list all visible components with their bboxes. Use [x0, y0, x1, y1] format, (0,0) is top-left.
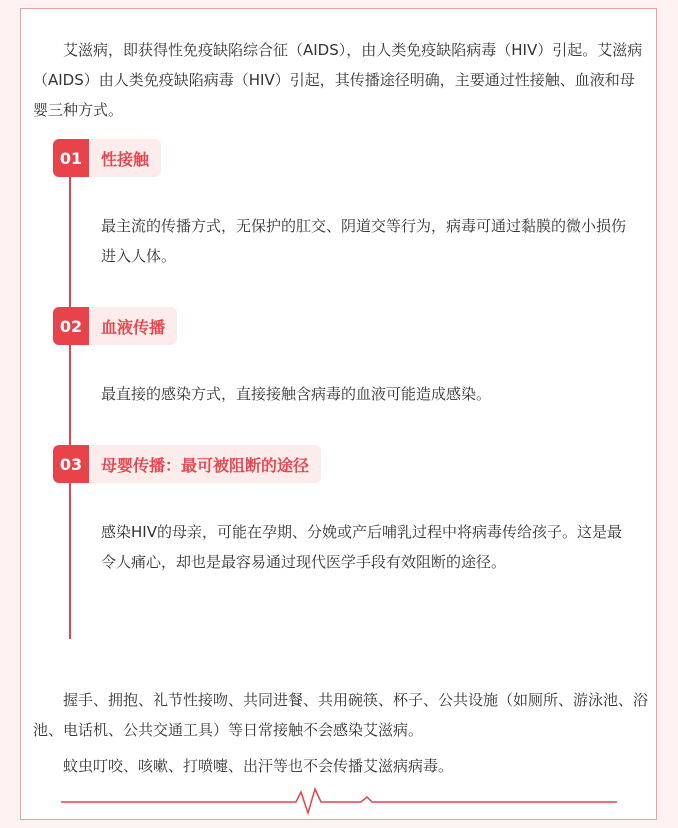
heartbeat-line-icon — [61, 787, 617, 817]
route-description: 最主流的传播方式，无保护的肛交、阴道交等行为，病毒可通过黏膜的微小损伤进入人体。 — [101, 217, 627, 265]
route-title: 血液传播 — [89, 307, 177, 345]
route-number: 02 — [53, 307, 89, 345]
route-title: 性接触 — [89, 139, 161, 177]
route-header-2 — [53, 307, 177, 345]
route-title: 母婴传播：最可被阻断的途径 — [89, 445, 321, 483]
intro-paragraph: 艾滋病，即获得性免疫缺陷综合征（AIDS），由人类免疫缺陷病毒（HIV）引起。艾滋病（AIDS）由人类免疫缺陷病毒（HIV）引起，其传播途径明确，主要通过性接触、血液和母婴三种方式。 — [33, 41, 643, 119]
route-header-3 — [53, 445, 321, 483]
article-card — [20, 8, 657, 820]
timeline-line — [69, 159, 71, 639]
non-transmission-paragraph: 握手、拥抱、礼节性接吻、共同进餐、共用碗筷、杯子、公共设施（如厕所、游泳池、浴池、电话机、公共交通工具）等日常接触不会感染艾滋病。 — [33, 691, 649, 739]
route-number: 03 — [53, 445, 89, 483]
route-number: 01 — [53, 139, 89, 177]
non-transmission-paragraph-2: 蚊虫叮咬、咳嗽、打喷嚏、出汗等也不会传播艾滋病病毒。 — [63, 757, 454, 775]
route-header-1 — [53, 139, 161, 177]
route-description: 感染HIV的母亲，可能在孕期、分娩或产后哺乳过程中将病毒传给孩子。这是最令人痛心，却也是最容易通过现代医学手段有效阻断的途径。 — [101, 523, 622, 571]
route-description: 最直接的感染方式，直接接触含病毒的血液可能造成感染。 — [101, 385, 492, 403]
